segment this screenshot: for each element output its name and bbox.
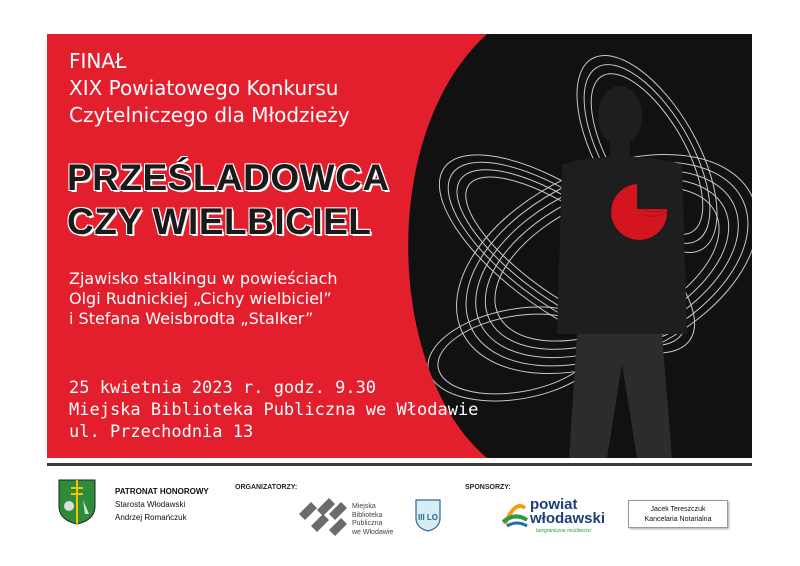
patron-title: PATRONAT HONOROWY (115, 487, 209, 496)
powiat-line-1: powiat (530, 496, 578, 513)
patron-line-1: Starosta Włodawski (115, 500, 186, 509)
county-coat-of-arms-icon (57, 478, 97, 526)
event-date: 25 kwietnia 2023 r. godz. 9.30 (69, 378, 377, 398)
event-venue: Miejska Biblioteka Publiczna we Włodawie (69, 400, 479, 420)
event-banner (47, 34, 752, 458)
library-logo-text (352, 503, 393, 537)
footer-divider (47, 463, 752, 466)
sponsors-label: SPONSORZY: (465, 484, 511, 491)
subtitle (69, 269, 338, 329)
honorary-patron (115, 485, 209, 524)
intro-line-reading: Czytelniczego dla Młodzieży (69, 103, 350, 127)
subtitle-line-1: Zjawisko stalkingu w powieściach (69, 269, 338, 288)
event-details (69, 377, 478, 443)
notary-name: Jacek Tereszczuk (650, 506, 706, 513)
school-logo-icon (414, 498, 442, 532)
footer (47, 470, 752, 560)
patron-line-2: Andrzej Romańczuk (115, 513, 187, 522)
library-line-3: Publiczna (352, 520, 383, 527)
intro-text (69, 48, 350, 129)
intro-line-contest: XIX Powiatowego Konkursu (69, 76, 339, 100)
notary-office: Kancelaria Notarialna (644, 516, 712, 523)
school-logo-text: III LO (418, 513, 438, 522)
library-logo-icon (297, 492, 349, 536)
organizers-label: ORGANIZATORZY: (235, 484, 298, 491)
subtitle-line-3: i Stefana Weisbrodta „Stalker” (69, 309, 314, 328)
powiat-tagline: bezgraniczne możliwości (536, 528, 592, 534)
headline (67, 156, 390, 244)
powiat-logo-icon (501, 498, 529, 528)
notary-badge (628, 500, 728, 528)
library-line-1: Miejska (352, 503, 376, 510)
event-address: ul. Przechodnia 13 (69, 422, 254, 442)
library-line-4: we Włodawie (352, 528, 394, 536)
powiat-line-2: włodawski (530, 510, 606, 527)
powiat-logo-text (530, 498, 605, 526)
headline-line-1: PRZEŚLADOWCA (67, 157, 390, 198)
intro-line-final: FINAŁ (69, 49, 127, 73)
headline-line-2: CZY WIELBICIEL (67, 201, 372, 242)
subtitle-line-2: Olgi Rudnickiej „Cichy wielbiciel” (69, 289, 332, 308)
library-line-2: Biblioteka (352, 511, 383, 519)
